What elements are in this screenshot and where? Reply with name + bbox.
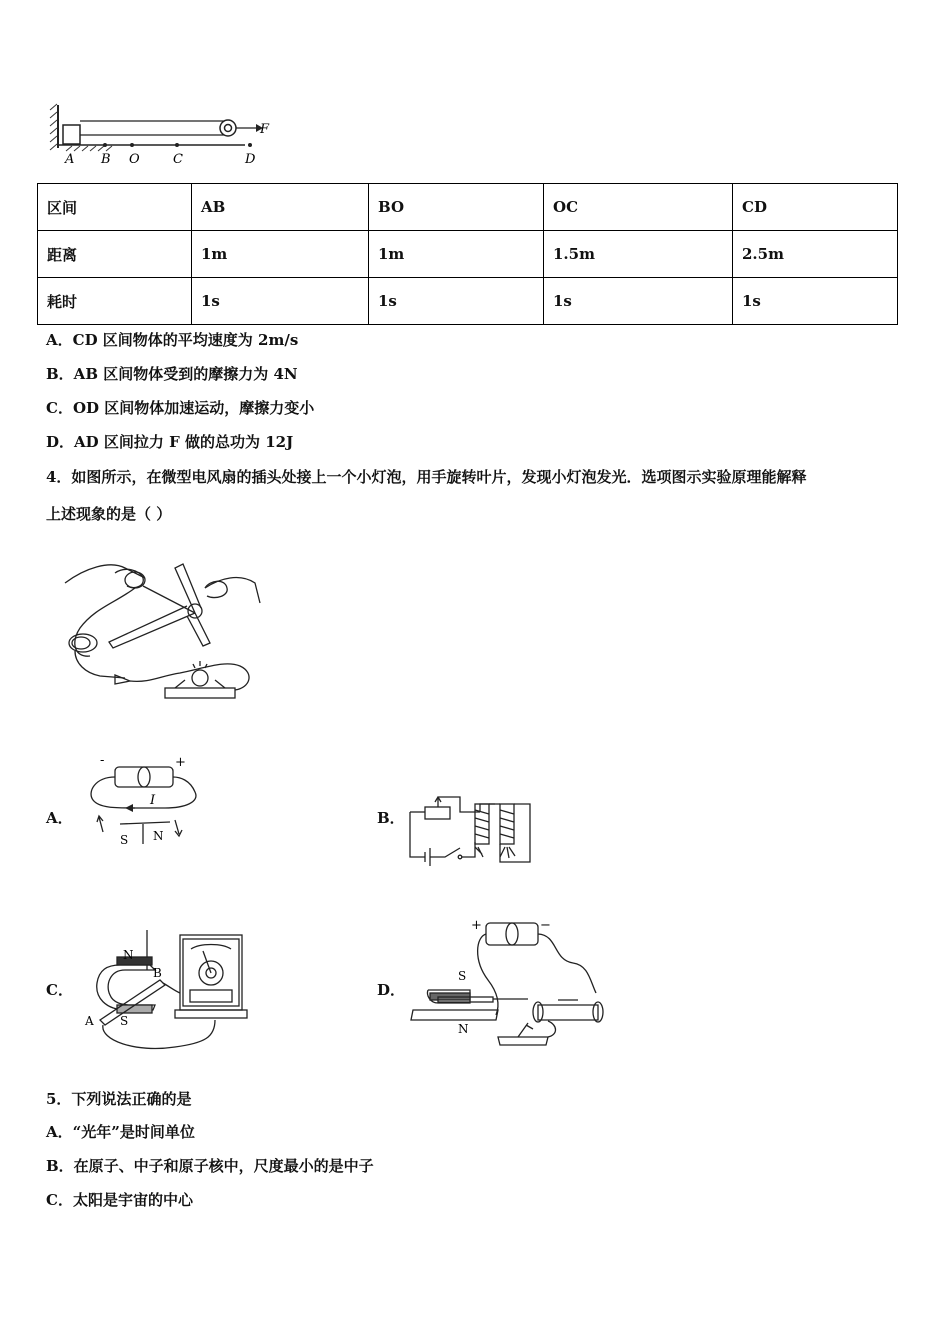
table-cell: 1s (733, 278, 898, 325)
q3-option-b: B．AB 区间物体受到的摩擦力为 4N (46, 365, 298, 383)
table-cell: 1s (369, 278, 544, 325)
option-c-figure (75, 925, 255, 1055)
q4-option-a-label: A． (46, 809, 73, 827)
table-cell: AB (192, 184, 369, 231)
table-cell: 1.5m (544, 231, 733, 278)
option-a-current: I (150, 793, 156, 808)
pulley-track-figure (40, 100, 280, 170)
option-a-minus: - (100, 753, 105, 768)
option-d-figure (408, 915, 608, 1050)
table-cell: BO (369, 184, 544, 231)
option-a-s: S (120, 833, 129, 847)
table-cell: 2.5m (733, 231, 898, 278)
table-row (38, 184, 898, 231)
q3-option-c: C．OD 区间物体加速运动，摩擦力变小 (46, 399, 315, 417)
q3-option-a: A．CD 区间物体的平均速度为 2m/s (46, 331, 299, 349)
table-row (38, 278, 898, 325)
q4-option-d-label: D． (377, 981, 406, 999)
option-a-n: N (153, 829, 164, 843)
q4-stem-line1: 4．如图所示，在微型电风扇的插头处接上一个小灯泡，用手旋转叶片，发现小灯泡发光．选项图示实验原理能解释 (46, 468, 807, 486)
table-cell: 1m (369, 231, 544, 278)
table-cell: 距离 (38, 231, 192, 278)
option-c-a: A (85, 1014, 94, 1028)
q5-option-a: A．“光年”是时间单位 (46, 1123, 195, 1141)
option-b-figure (405, 792, 540, 867)
point-c-label: C (173, 152, 183, 167)
table-cell: 1s (192, 278, 369, 325)
interval-table (37, 183, 898, 325)
option-a-plus: + (175, 755, 186, 770)
option-a-figure (85, 752, 205, 852)
q3-option-d: D．AD 区间拉力 F 做的总功为 12J (46, 433, 294, 451)
table-cell: 耗时 (38, 278, 192, 325)
table-cell: 1s (544, 278, 733, 325)
table-cell: OC (544, 184, 733, 231)
force-label: F (260, 122, 270, 137)
q4-stem-line2: 上述现象的是（ ） (46, 505, 172, 523)
q4-option-b-label: B． (377, 809, 405, 827)
q4-option-c-label: C． (46, 981, 73, 999)
table-row (38, 231, 898, 278)
point-o-label: O (129, 152, 140, 167)
point-a-label: A (65, 152, 75, 167)
point-b-label: B (101, 152, 111, 167)
option-d-plus: + (471, 918, 482, 933)
point-d-label: D (245, 152, 256, 167)
q5-option-c: C．太阳是宇宙的中心 (46, 1191, 193, 1209)
option-d-s: S (458, 969, 467, 983)
option-c-b: B (153, 966, 162, 980)
option-d-minus: − (540, 918, 551, 933)
table-cell: 1m (192, 231, 369, 278)
q5-stem: 5．下列说法正确的是 (46, 1090, 192, 1108)
table-cell: CD (733, 184, 898, 231)
fan-bulb-figure (55, 548, 270, 713)
table-cell: 区间 (38, 184, 192, 231)
option-d-n: N (458, 1022, 469, 1036)
option-c-n: N (123, 948, 134, 962)
q5-option-b: B．在原子、中子和原子核中，尺度最小的是中子 (46, 1157, 374, 1175)
option-c-s: S (120, 1014, 129, 1028)
